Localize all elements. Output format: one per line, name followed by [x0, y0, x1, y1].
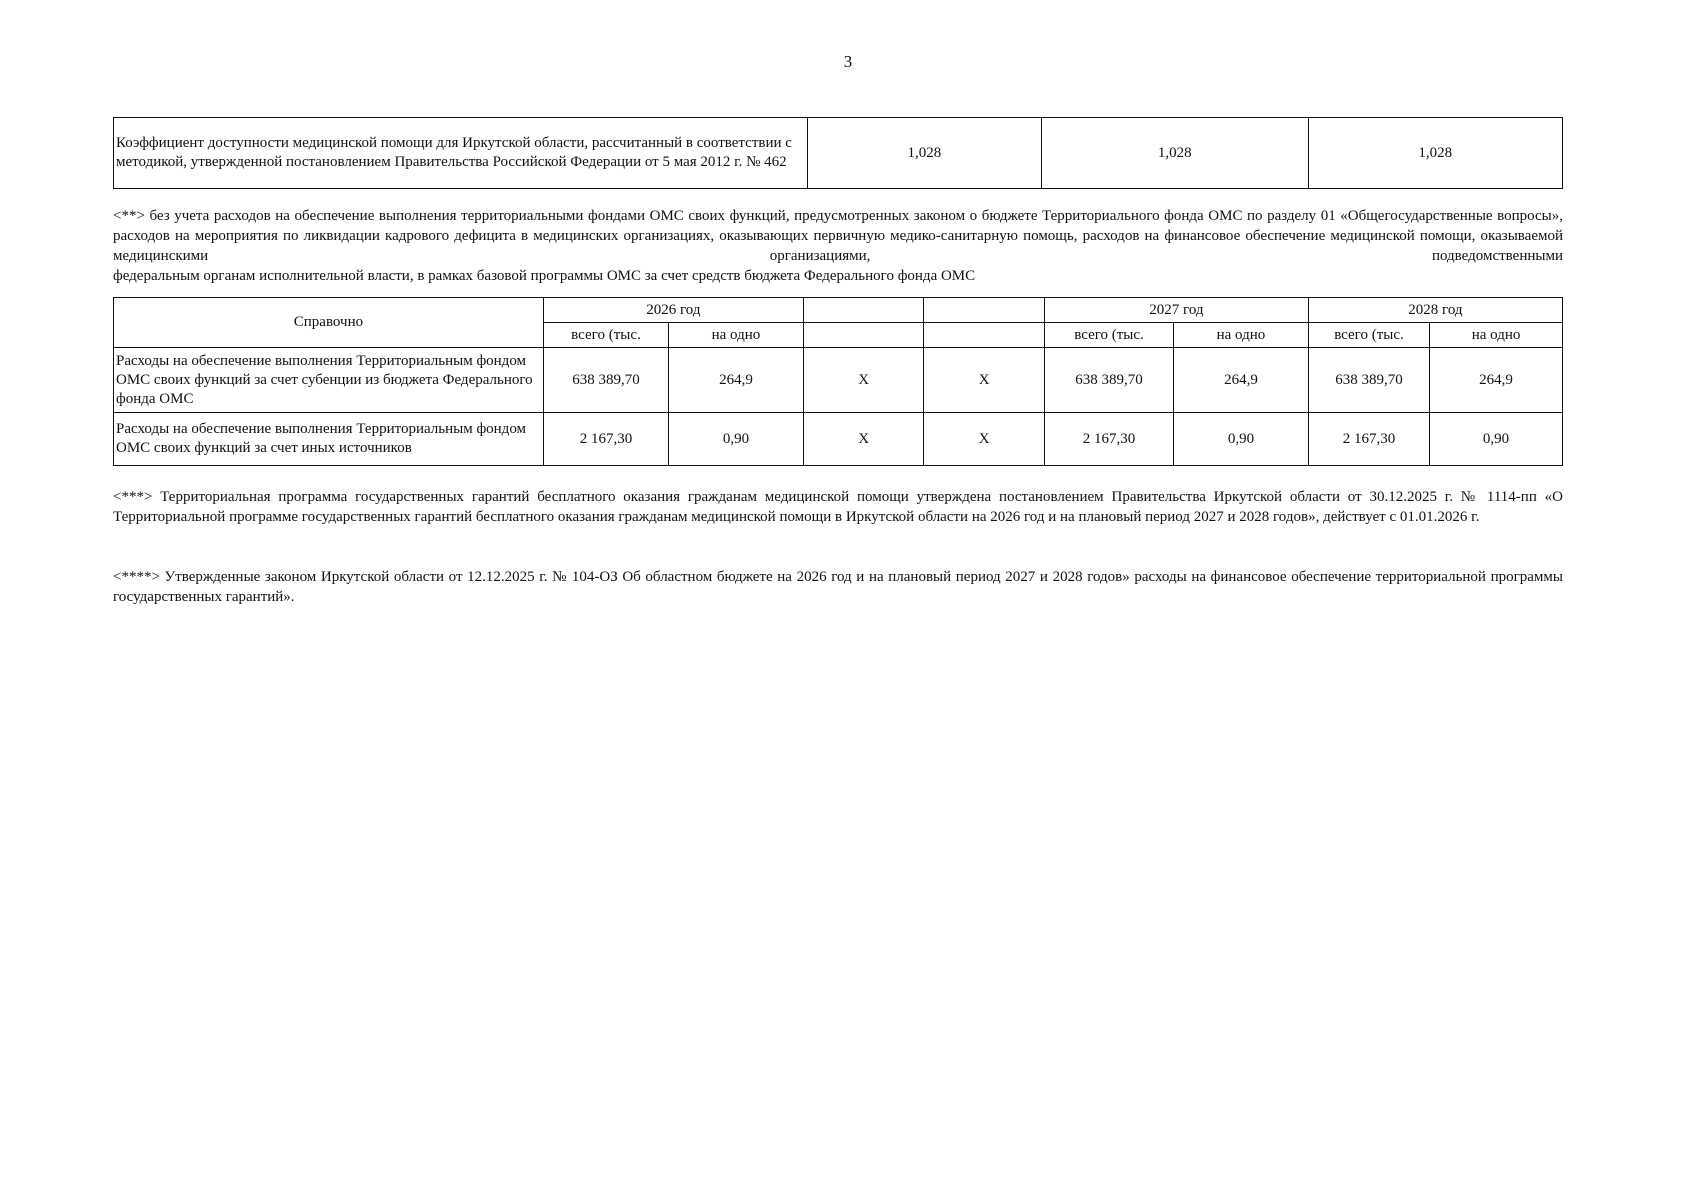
cell-2027-total: 2 167,30	[1044, 413, 1173, 466]
row-label: Расходы на обеспечение выполнения Территориальным фондом ОМС своих функций за счет иных источников	[114, 413, 544, 466]
footnote-double-star	[113, 206, 1563, 286]
cell-x: X	[803, 413, 924, 466]
empty-header-cell	[924, 298, 1045, 323]
coefficient-table	[113, 117, 1563, 189]
cell-2028-total: 2 167,30	[1308, 413, 1429, 466]
subheader-per: на одно	[669, 323, 804, 348]
subheader-per: на одно	[1174, 323, 1309, 348]
subheader-total: всего (тыс.	[1308, 323, 1429, 348]
empty-subheader-cell	[924, 323, 1045, 348]
cell-2026-per: 264,9	[669, 348, 804, 413]
cell-2026-per: 0,90	[669, 413, 804, 466]
cell-2028-per: 264,9	[1430, 348, 1563, 413]
cell-2027-per: 264,9	[1174, 348, 1309, 413]
subheader-per: на одно	[1430, 323, 1563, 348]
footnote-double-star-main: <**> без учета расходов на обеспечение выполнения территориальными фондами ОМС своих функций, предусмотренных законом о бюджете Территориального фонда ОМС по разделу 01 «Общегосударственные вопросы», расходов на мероприятия по ликвидации кадрового дефицита в медицинских организациях, оказывающих первичную медико-санитарную помощь, расходов на финансовое обеспечение медицинской помощи, оказываемой медицинскими организациями, подведомственными	[113, 208, 1563, 264]
subheader-total: всего (тыс.	[543, 323, 668, 348]
footnote-triple-star: <***> Территориальная программа государственных гарантий бесплатного оказания гражданам медицинской помощи утверждена постановлением Правительства Иркутской области от 30.12.2025 г. № 1114-пп «О Территориальной программе государственных гарантий бесплатного оказания гражданам медицинской помощи в Иркутской области на 2026 год и на плановый период 2027 и 2028 годов», действует с 01.01.2026 г.	[113, 489, 1563, 525]
reference-table	[113, 297, 1563, 466]
empty-subheader-cell	[803, 323, 924, 348]
table-row	[114, 118, 1563, 189]
reference-header-label: Справочно	[114, 298, 544, 348]
coefficient-value-2026: 1,028	[807, 118, 1042, 189]
empty-header-cell	[803, 298, 924, 323]
coefficient-value-2028: 1,028	[1308, 118, 1562, 189]
row-label: Расходы на обеспечение выполнения Территориальным фондом ОМС своих функций за счет субенции из бюджета Федерального фонда ОМС	[114, 348, 544, 413]
table-row	[114, 413, 1563, 466]
year-header-2028: 2028 год	[1308, 298, 1562, 323]
coefficient-value-2027: 1,028	[1042, 118, 1308, 189]
cell-2026-total: 638 389,70	[543, 348, 668, 413]
table-header-row	[114, 298, 1563, 323]
year-header-2027: 2027 год	[1044, 298, 1308, 323]
cell-2027-per: 0,90	[1174, 413, 1309, 466]
subheader-total: всего (тыс.	[1044, 323, 1173, 348]
footnote-quad-star: <****> Утвержденные законом Иркутской области от 12.12.2025 г. № 104-ОЗ Об областном бюджете на 2026 год и на плановый период 2027 и 2028 годов» расходы на финансовое обеспечение территориальной программы государственных гарантий».	[113, 569, 1563, 605]
cell-2026-total: 2 167,30	[543, 413, 668, 466]
cell-x: X	[924, 348, 1045, 413]
cell-x: X	[924, 413, 1045, 466]
cell-x: X	[803, 348, 924, 413]
year-header-2026: 2026 год	[543, 298, 803, 323]
footnote-double-star-last: федеральным органам исполнительной власти, в рамках базовой программы ОМС за счет средств бюджета Федерального фонда ОМС	[113, 268, 976, 284]
coefficient-label: Коэффициент доступности медицинской помощи для Иркутской области, рассчитанный в соответствии с методикой, утвержденной постановлением Правительства Российской Федерации от 5 мая 2012 г. № 462	[114, 118, 808, 189]
cell-2027-total: 638 389,70	[1044, 348, 1173, 413]
cell-2028-total: 638 389,70	[1308, 348, 1429, 413]
page-number: 3	[843, 52, 853, 71]
table-row	[114, 348, 1563, 413]
cell-2028-per: 0,90	[1430, 413, 1563, 466]
